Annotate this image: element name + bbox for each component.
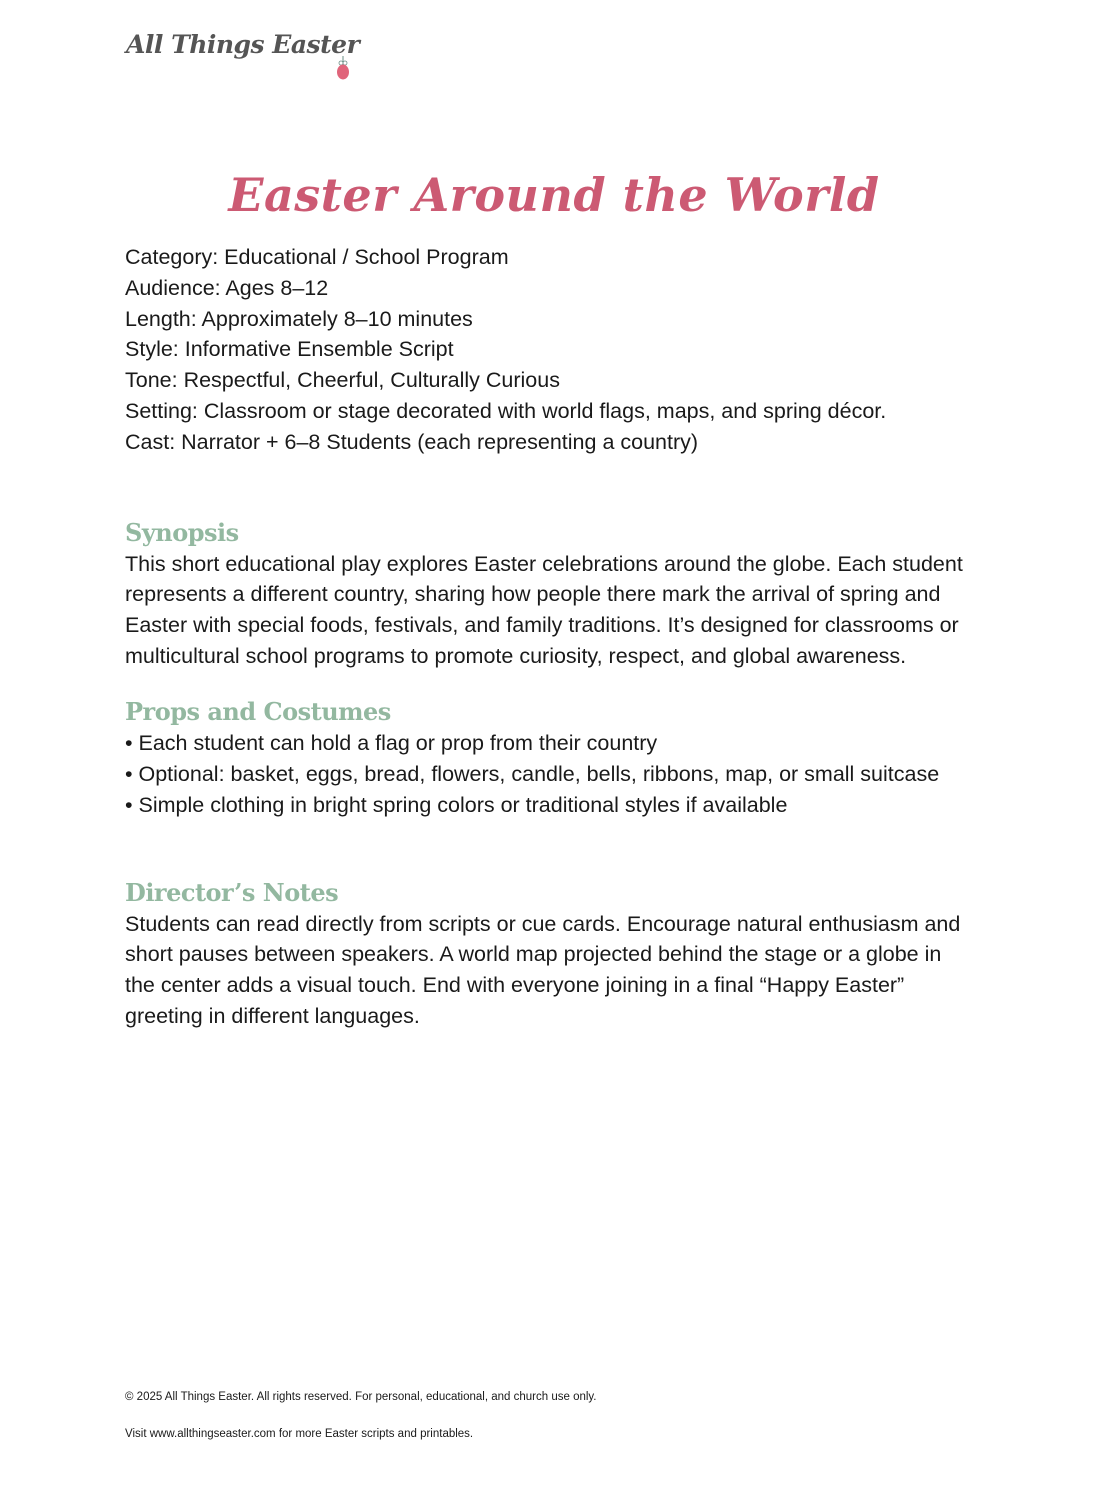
meta-length: Length: Approximately 8–10 minutes (125, 306, 473, 331)
section-body: This short educational play explores Easter celebrations around the globe. Each student represents a different country, sharing how people there mark the arrival of spring and Easter with special foods, festivals, and family traditions. It’s designed for classrooms or multicultural school programs to promote curiosity, respect, and global awareness. (125, 551, 963, 668)
meta-audience: Audience: Ages 8–12 (125, 275, 329, 300)
meta-category: Category: Educational / School Program (125, 245, 509, 269)
document-body (125, 242, 975, 1031)
footer-copyright: © 2025 All Things Easter. All rights reserved. For personal, educational, and church use only. (125, 1391, 597, 1403)
meta-block (125, 242, 975, 458)
meta-cast: Cast: Narrator + 6–8 Students (each representing a country) (125, 429, 699, 454)
section-props (125, 696, 975, 820)
meta-tone: Tone: Respectful, Cheerful, Culturally Curious (125, 368, 560, 393)
section-synopsis (125, 517, 975, 672)
list-item: • Simple clothing in bright spring colors or traditional styles if available (125, 792, 788, 817)
section-heading: Synopsis (125, 517, 239, 547)
meta-setting: Setting: Classroom or stage decorated with world flags, maps, and spring décor. (125, 398, 887, 423)
section-heading: Director’s Notes (125, 877, 339, 907)
section-directors-notes (125, 877, 975, 1032)
list-item: • Each student can hold a flag or prop from their country (125, 731, 658, 756)
logo (126, 26, 366, 90)
section-heading: Props and Costumes (125, 697, 391, 727)
logo-text: All Things Easter (126, 30, 360, 59)
easter-egg-icon (335, 56, 351, 80)
list-item: • Optional: basket, eggs, bread, flowers, candle, bells, ribbons, map, or small suitcase (125, 762, 940, 787)
page-title: Easter Around the World (228, 168, 880, 222)
section-body: Students can read directly from scripts or cue cards. Encourage natural enthusiasm and short pauses between speakers. A world map projected behind the stage or a globe in the center adds a visual touch. End with everyone joining in a final “Happy Easter” greeting in different languages. (125, 911, 961, 1028)
footer-visit-link[interactable]: Visit www.allthingseaster.com for more Easter scripts and printables. (125, 1428, 474, 1440)
meta-style: Style: Informative Ensemble Script (125, 337, 454, 362)
